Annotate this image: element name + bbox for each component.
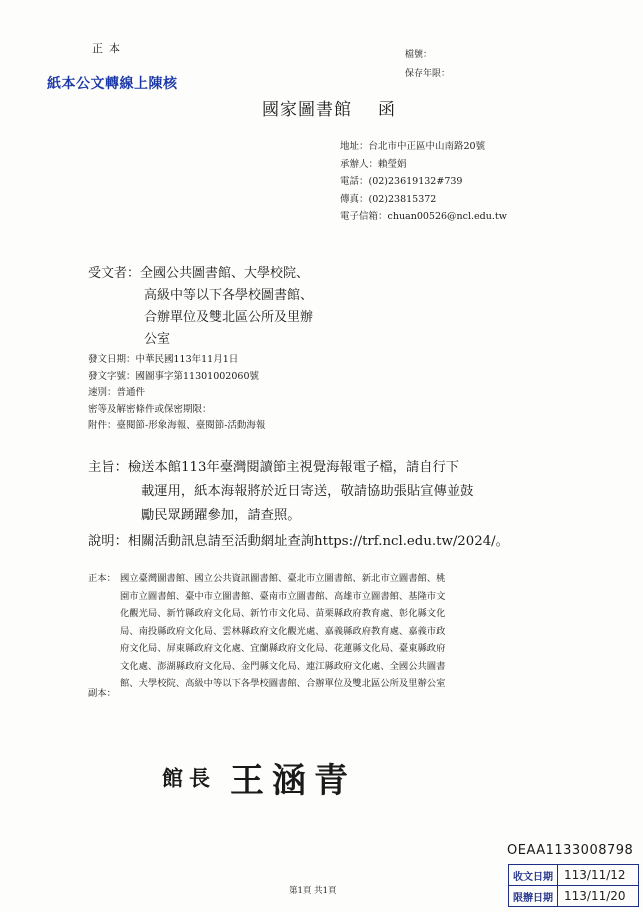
recipient-line: 全國公共圖書館、大學校院、 bbox=[140, 266, 310, 281]
fax-line: 傳真：(02)23815372 bbox=[340, 193, 437, 205]
subject-line: 載運用，紙本海報將於近日寄送，敬請協助張貼宣傳並鼓 bbox=[141, 484, 474, 499]
distribution-line: 館、大學校院、高級中等以下各學校圖書館、合辦單位及雙北區公所及里辦公室 bbox=[120, 678, 446, 689]
cc-label: 副本： bbox=[88, 688, 116, 699]
meta-block bbox=[88, 352, 265, 435]
attachments: 附件：臺閱節-形象海報、臺閱節-活動海報 bbox=[88, 420, 266, 431]
issue-date: 發文日期：中華民國113年11月1日 bbox=[88, 354, 239, 365]
issue-number: 發文字號：國圖事字第11301002060號 bbox=[88, 370, 259, 382]
signature-role: 館長 bbox=[162, 765, 216, 791]
recipient-label: 受文者： bbox=[88, 266, 141, 281]
distribution-block bbox=[88, 570, 588, 693]
subject-block bbox=[88, 456, 473, 528]
retention-label: 保存年限： bbox=[405, 69, 451, 79]
recipient-line: 高級中等以下各學校圖書館、 bbox=[144, 288, 314, 303]
doc-type: 函 bbox=[378, 100, 396, 120]
deadline-label: 限辦日期 bbox=[509, 886, 558, 906]
online-review-stamp: 紙本公文轉線上陳核 bbox=[47, 76, 178, 92]
document-title bbox=[262, 95, 396, 120]
handwritten-doc-number: OEAA1133008798 bbox=[507, 843, 634, 858]
distribution-line: 府文化局、屏東縣政府文化處、宜蘭縣政府文化局、花蓮縣文化局、臺東縣政府 bbox=[120, 643, 446, 654]
page-footer: 第1頁 共1頁 bbox=[289, 886, 337, 896]
doc-number-block bbox=[405, 46, 450, 84]
copy-type-mark: 正本 bbox=[92, 42, 126, 55]
received-date-label: 收文日期 bbox=[509, 865, 558, 885]
signature-name: 王涵青 bbox=[230, 761, 356, 801]
distribution-label: 正本： bbox=[88, 573, 116, 584]
distribution-line: 國立臺灣圖書館、國立公共資訊圖書館、臺北市立圖書館、新北市立圖書館、桃 bbox=[120, 573, 446, 584]
speed-class: 速別：普通件 bbox=[88, 387, 146, 398]
distribution-line: 化觀光局、新竹縣政府文化局、新竹市文化局、苗栗縣政府教育處、彰化縣文化 bbox=[120, 608, 446, 619]
handler-line: 承辦人：賴瑩娟 bbox=[340, 158, 407, 170]
subject-line: 勵民眾踴躍參加，請查照。 bbox=[141, 508, 301, 523]
distribution-line: 局、南投縣政府文化局、雲林縣政府文化觀光處、嘉義縣政府教育處、嘉義市政 bbox=[120, 625, 446, 637]
signature-block bbox=[162, 753, 356, 802]
deadline-value: 113/11/20 bbox=[564, 889, 626, 903]
distribution-line: 文化處、澎湖縣政府文化局、金門縣文化局、連江縣政府文化處、全國公共圖書 bbox=[120, 660, 446, 672]
distribution-line: 園市立圖書館、臺中市立圖書館、臺南市立圖書館、高雄市立圖書館、基隆市文 bbox=[120, 590, 446, 602]
recipient-line: 合辦單位及雙北區公所及里辦 bbox=[144, 310, 314, 325]
doc-number-label: 檔號： bbox=[405, 50, 433, 60]
recipient-block bbox=[88, 263, 313, 351]
contact-block bbox=[340, 138, 507, 226]
recipient-line: 公室 bbox=[144, 332, 171, 347]
receipt-stamp bbox=[508, 864, 639, 907]
email-line: 電子信箱：chuan00526@ncl.edu.tw bbox=[340, 211, 507, 222]
received-date-value: 113/11/12 bbox=[564, 868, 626, 882]
subject-line: 主旨：檢送本館113年臺灣閱讀節主視覺海報電子檔，請自行下 bbox=[88, 460, 460, 475]
explanation-line: 說明：相關活動訊息請至活動網址查詢https://trf.ncl.edu.tw/2024/。 bbox=[88, 534, 509, 549]
phone-line: 電話：(02)23619132#739 bbox=[340, 176, 463, 187]
issuing-org: 國家圖書館 bbox=[262, 100, 352, 120]
secrecy-level: 密等及解密條件或保密期限： bbox=[88, 403, 212, 415]
address-line: 地址：台北市中正區中山南路20號 bbox=[340, 141, 486, 152]
